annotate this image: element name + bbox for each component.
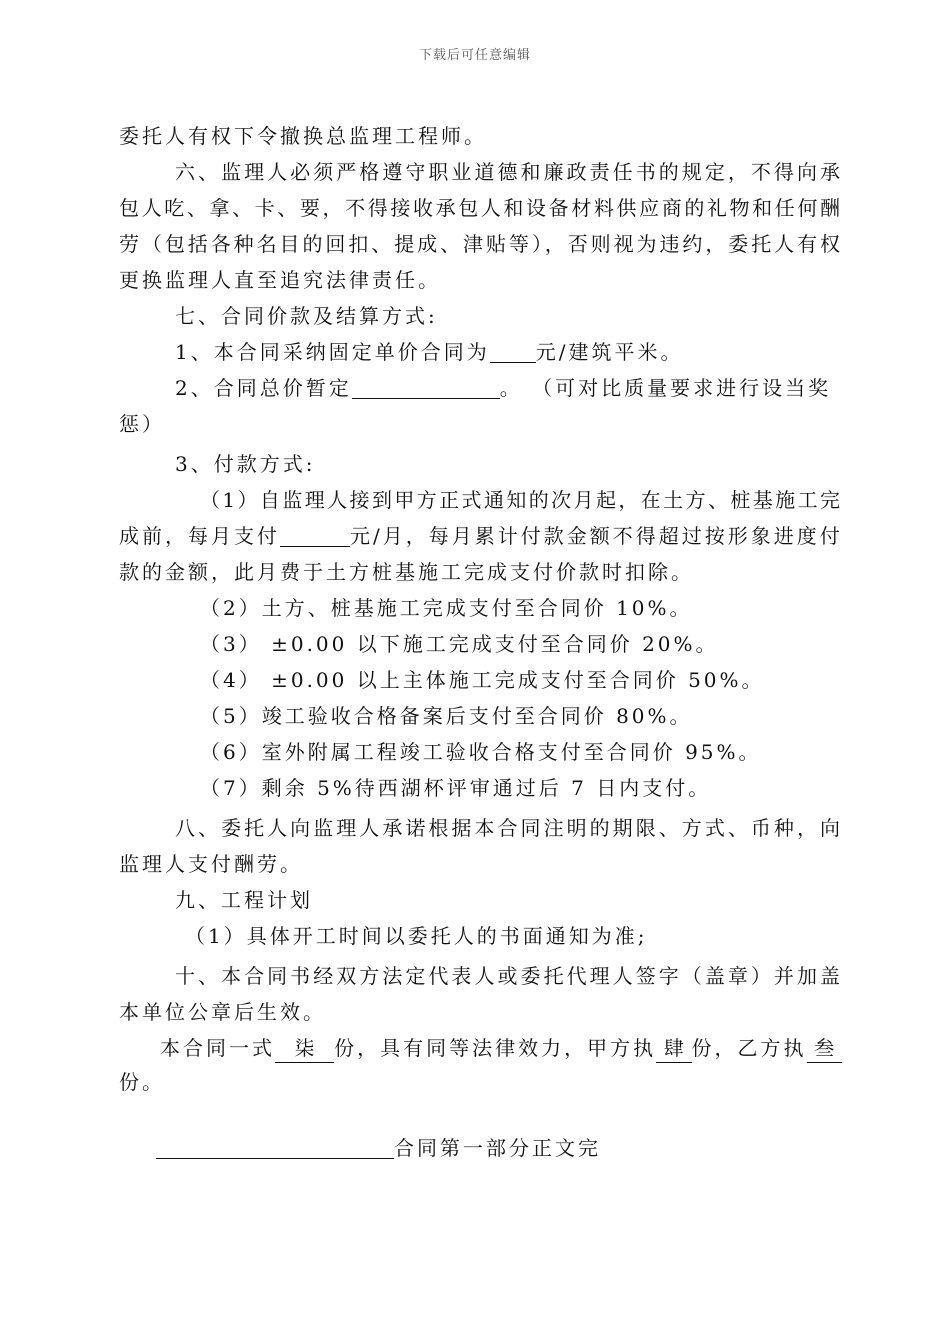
- payment-item-7: （7）剩余 5%待西湖杯评审通过后 7 日内支付。: [200, 776, 712, 800]
- party-b-copies-value: 叁: [807, 1034, 842, 1063]
- text-line: 劳（包括各种名目的回扣、提成、津贴等），否则视为违约，委托人有权: [119, 232, 842, 256]
- total-price-blank: [352, 376, 500, 399]
- payment-item-3: （3） ±0.00 以下施工完成支付至合同价 20%。: [200, 632, 719, 656]
- text-line: 款的金额，此月费于土方桩基施工完成支付价款时扣除。: [119, 560, 694, 584]
- monthly-payment-line: [119, 522, 842, 550]
- unit-price-line: [175, 338, 683, 366]
- payment-item-6: （6）室外附属工程竣工验收合格支付至合同价 95%。: [200, 740, 762, 764]
- payment-heading: 3、付款方式:: [175, 452, 316, 476]
- unit-price-suffix: 元/建筑平米。: [535, 340, 684, 364]
- end-of-section-rule: [156, 1136, 394, 1159]
- text-line: 更换监理人直至追究法律责任。: [119, 268, 441, 292]
- page-header: 下载后可任意编辑: [418, 48, 531, 63]
- clause-8-line: 八、委托人向监理人承诺根据本合同注明的期限、方式、币种，向: [175, 816, 842, 840]
- copies-middle: 份，具有同等法律效力，甲方执: [334, 1036, 657, 1060]
- monthly-payment-label: 成前，每月支付: [119, 524, 280, 548]
- copies-label: 本合同一式: [160, 1036, 275, 1060]
- copies-party-b-label: 份，乙方执: [691, 1036, 807, 1060]
- text-line: 惩）: [119, 412, 165, 436]
- end-of-section-text: 合同第一部分正文完: [394, 1136, 601, 1160]
- clause-6-line: 六、监理人必须严格遵守职业道德和廉政责任书的规定，不得向承: [175, 160, 842, 184]
- monthly-payment-blank: [280, 524, 350, 547]
- payment-item-1: （1）自监理人接到甲方正式通知的次月起，在土方、桩基施工完: [200, 488, 842, 512]
- text-line: 份。: [119, 1070, 165, 1094]
- schedule-item-1: （1）具体开工时间以委托人的书面通知为准;: [185, 924, 648, 948]
- payment-item-2: （2）土方、桩基施工完成支付至合同价 10%。: [200, 596, 693, 620]
- text-line: 本单位公章后生效。: [119, 1000, 326, 1024]
- copies-line: [160, 1034, 842, 1063]
- party-a-copies-value: 肆: [656, 1034, 691, 1063]
- total-price-line: [175, 374, 831, 402]
- payment-item-4: （4） ±0.00 以上主体施工完成支付至合同价 50%。: [200, 668, 765, 692]
- total-copies-value: 柒: [275, 1034, 334, 1063]
- end-of-section-line: [156, 1134, 601, 1162]
- total-price-label: 2、合同总价暂定: [175, 376, 352, 400]
- clause-10-line: 十、本合同书经双方法定代表人或委托代理人签字（盖章）并加盖: [175, 964, 842, 988]
- clause-7-heading: 七、合同价款及结算方式:: [175, 304, 438, 328]
- unit-price-label: 1、本合同采纳固定单价合同为: [175, 340, 490, 364]
- text-line: 监理人支付酬劳。: [119, 852, 303, 876]
- text-line: 包人吃、拿、卡、要，不得接收承包人和设备材料供应商的礼物和任何酬: [119, 196, 842, 220]
- monthly-payment-suffix: 元/月，每月累计付款金额不得超过按形象进度付: [350, 524, 843, 548]
- total-price-suffix: 。 （可对比质量要求进行设当奖: [499, 376, 832, 400]
- text-line: 委托人有权下令撤换总监理工程师。: [119, 124, 487, 148]
- payment-item-5: （5）竣工验收合格备案后支付至合同价 80%。: [200, 704, 693, 728]
- clause-9-heading: 九、工程计划: [175, 888, 313, 912]
- unit-price-blank: [490, 340, 536, 363]
